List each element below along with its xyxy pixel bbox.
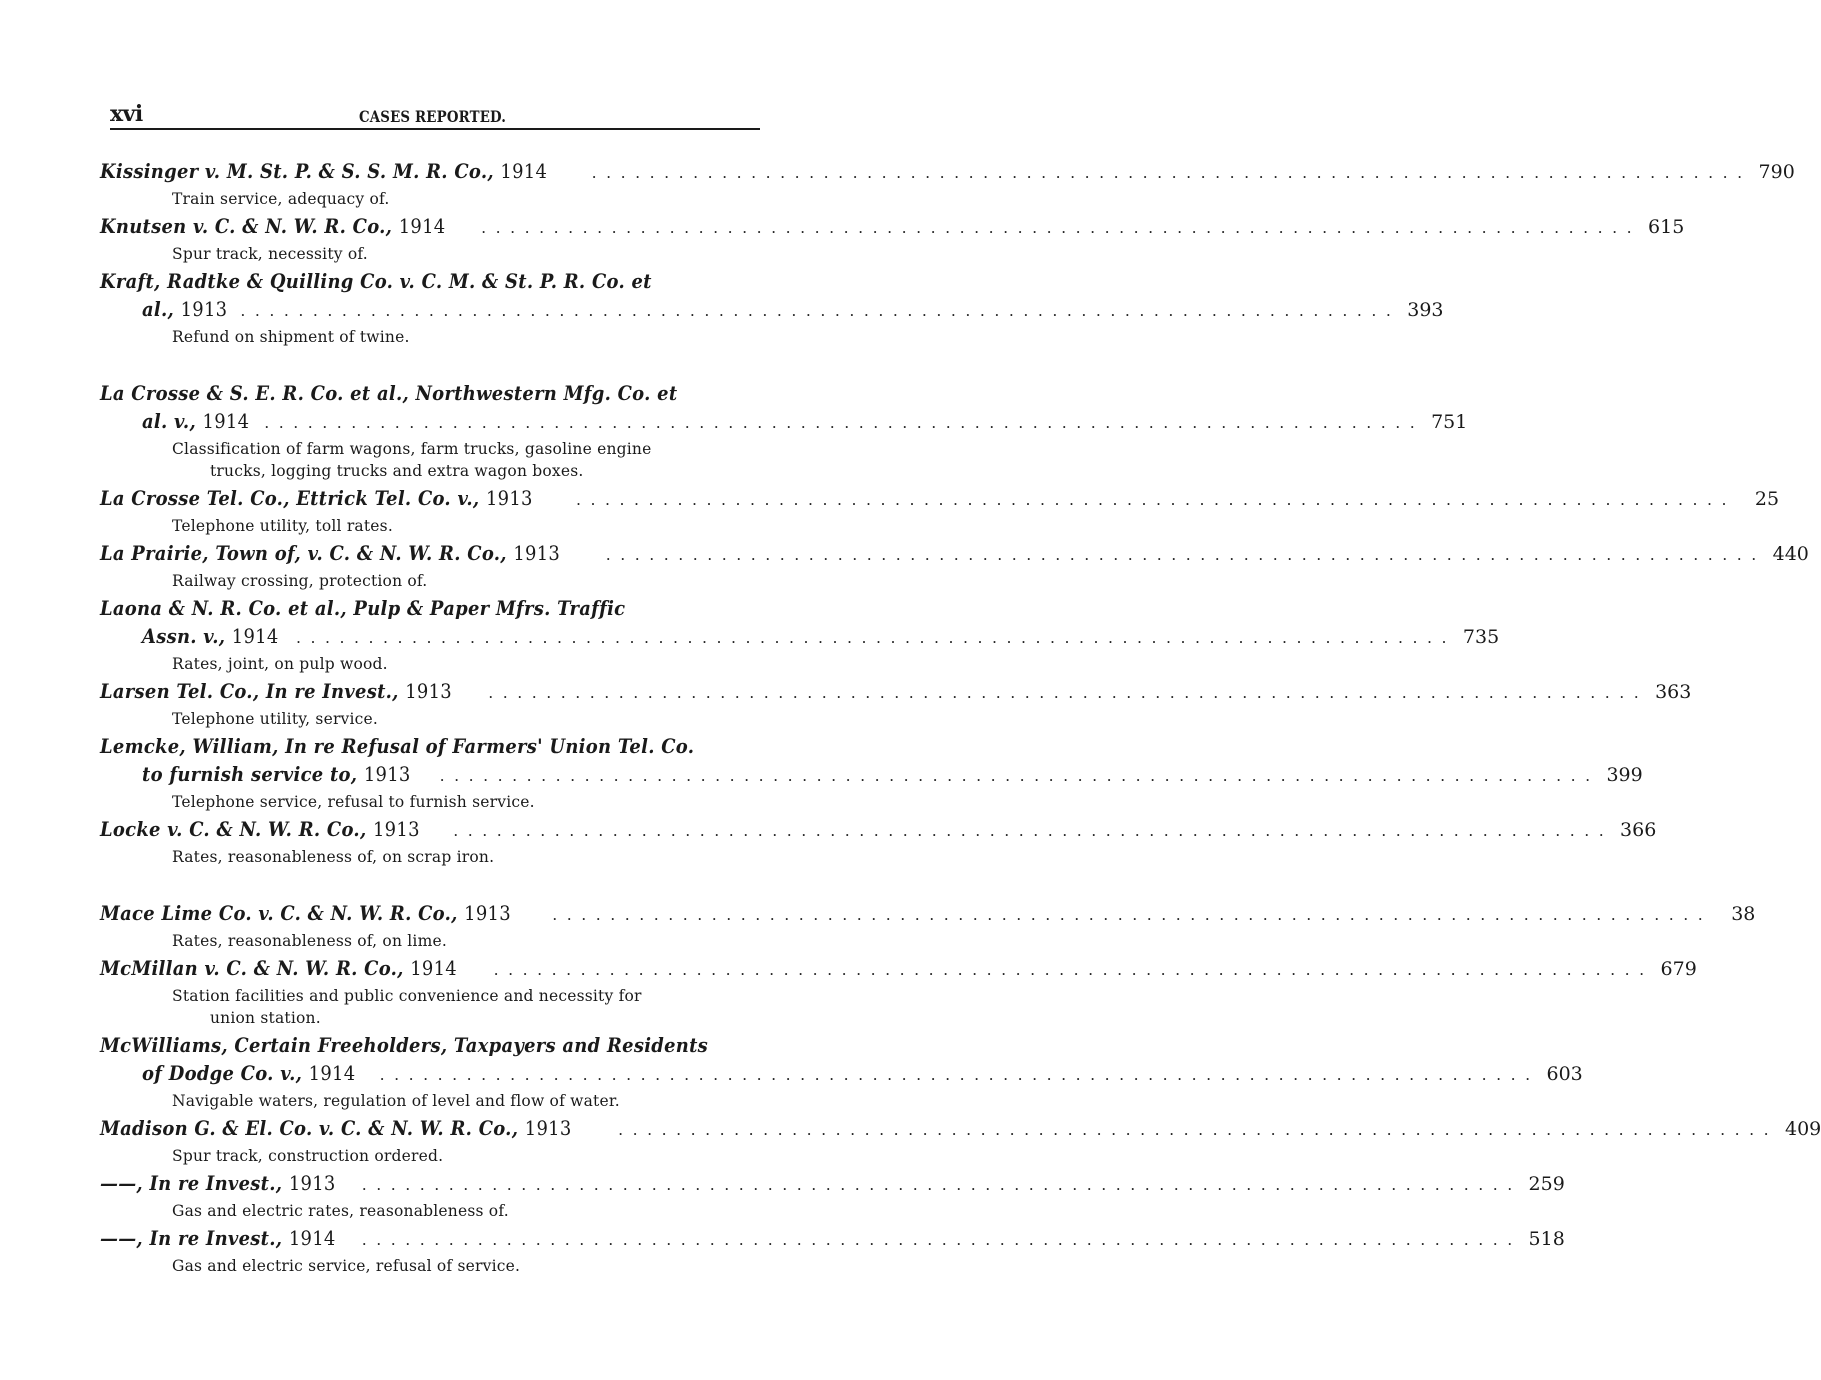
case-name: Knutsen v. C. & N. W. R. Co.,: [100, 215, 393, 238]
page-reference: 409: [1785, 1118, 1821, 1140]
case-entry: [100, 680, 1692, 730]
page-reference: 363: [1655, 681, 1692, 703]
case-leader-line: [100, 680, 1692, 708]
page-reference: 393: [1407, 299, 1444, 321]
case-title: [100, 902, 511, 925]
case-entry: [100, 215, 1685, 265]
case-index-list: [100, 160, 1821, 1282]
case-description: Telephone service, refusal to furnish service.: [172, 793, 535, 811]
page-reference: 679: [1660, 958, 1697, 980]
page-reference: 790: [1758, 161, 1795, 183]
case-description-continued: union station.: [210, 1009, 321, 1027]
dot-leader: . . . . . . . . . . . . . . . . . . . . . . . . . . . . . . . . . . . . . . . . . . . . . . . . . . . . . . . . . . . . . . . . . . . . . . . . . . . . . . . .: [606, 545, 1759, 564]
case-entry: [100, 542, 1809, 592]
running-head: CASES REPORTED.: [359, 107, 507, 126]
case-leader-line: [100, 1117, 1821, 1145]
case-entry: [100, 1227, 1565, 1277]
case-year: 1913: [464, 902, 511, 925]
page-reference: 25: [1754, 488, 1780, 510]
case-description: Rates, reasonableness of, on scrap iron.: [172, 848, 495, 866]
case-entry: [100, 1117, 1821, 1167]
dot-leader: . . . . . . . . . . . . . . . . . . . . . . . . . . . . . . . . . . . . . . . . . . . . . . . . . . . . . . . . . . . . . . . . . . . . . . . . . . . . . . . .: [488, 683, 1642, 702]
case-year: 1913: [405, 680, 452, 703]
case-title-first-line: Laona & N. R. Co. et al., Pulp & Paper Mfrs. Traffic: [100, 597, 626, 620]
case-year: 1914: [500, 160, 548, 183]
case-name: Locke v. C. & N. W. R. Co.,: [100, 818, 367, 841]
dot-leader: . . . . . . . . . . . . . . . . . . . . . . . . . . . . . . . . . . . . . . . . . . . . . . . . . . . . . . . . . . . . . . . . . . . . . . . . . . . . . . . .: [453, 821, 1607, 840]
case-name: Assn. v.,: [142, 625, 226, 648]
page-reference: 38: [1731, 903, 1756, 925]
case-title-line: [100, 382, 765, 410]
dot-leader: . . . . . . . . . . . . . . . . . . . . . . . . . . . . . . . . . . . . . . . . . . . . . . . . . . . . . . . . . . . . . . . . . . . . . . . . . . . . . . . .: [494, 960, 1647, 979]
page-reference: 735: [1462, 626, 1500, 648]
dot-leader: . . . . . . . . . . . . . . . . . . . . . . . . . . . . . . . . . . . . . . . . . . . . . . . . . . . . . . . . . . . . . . . . . . . . . . . . . . . . . . . .: [618, 1120, 1772, 1139]
dot-leader: . . . . . . . . . . . . . . . . . . . . . . . . . . . . . . . . . . . . . . . . . . . . . . . . . . . . . . . . . . . . . . . . . . . . . . . . . . . . . . . .: [362, 1175, 1515, 1194]
dot-leader: . . . . . . . . . . . . . . . . . . . . . . . . . . . . . . . . . . . . . . . . . . . . . . . . . . . . . . . . . . . . . . . . . . . . . . . . . . . . . . . .: [481, 218, 1635, 237]
case-year: 1914: [231, 625, 279, 648]
case-title: [142, 410, 249, 433]
case-description: Telephone utility, toll rates.: [172, 517, 393, 535]
case-leader-line: [100, 818, 1657, 846]
case-title-line: [100, 597, 765, 625]
header-rule: [110, 128, 760, 130]
case-title: [100, 1117, 572, 1140]
case-title: [142, 763, 411, 786]
case-title-line: [100, 270, 765, 298]
case-title: [142, 298, 227, 321]
case-leader-line: [100, 625, 1500, 653]
case-year: 1914: [288, 1227, 336, 1250]
case-leader-line: [100, 1227, 1565, 1255]
case-name: ——, In re Invest.,: [100, 1227, 283, 1250]
case-title: [100, 1172, 336, 1195]
case-entry: [100, 1034, 1583, 1112]
case-title-line: [100, 1034, 765, 1062]
case-name: Larsen Tel. Co., In re Invest.,: [100, 680, 399, 703]
case-year: 1913: [363, 763, 411, 786]
case-entry: [100, 1172, 1565, 1222]
dot-leader: . . . . . . . . . . . . . . . . . . . . . . . . . . . . . . . . . . . . . . . . . . . . . . . . . . . . . . . . . . . . . . . . . . . . . . . . . . . . . . . .: [592, 163, 1745, 182]
case-description: Gas and electric service, refusal of service.: [172, 1257, 521, 1275]
case-year: 1913: [372, 818, 420, 841]
case-description: Refund on shipment of twine.: [172, 328, 410, 346]
case-year: 1913: [524, 1117, 572, 1140]
case-leader-line: [100, 542, 1809, 570]
case-description: Gas and electric rates, reasonableness of.: [172, 1202, 509, 1220]
case-year: 1914: [308, 1062, 356, 1085]
case-title-first-line: Lemcke, William, In re Refusal of Farmers' Union Tel. Co.: [100, 735, 695, 758]
case-leader-line: [100, 410, 1468, 438]
case-title: [100, 680, 452, 703]
case-entry: [100, 160, 1795, 210]
case-year: 1914: [410, 957, 457, 980]
page-number: xvi: [110, 101, 143, 127]
page-header: [110, 101, 760, 131]
case-name: al. v.,: [142, 410, 196, 433]
case-description: Navigable waters, regulation of level and flow of water.: [172, 1092, 620, 1110]
case-name: La Crosse Tel. Co., Ettrick Tel. Co. v.,: [100, 487, 480, 510]
page-reference: 518: [1528, 1228, 1565, 1250]
page-reference: 366: [1620, 819, 1657, 841]
page-reference: 399: [1606, 764, 1643, 786]
case-description: Spur track, construction ordered.: [172, 1147, 444, 1165]
case-name: of Dodge Co. v.,: [142, 1062, 303, 1085]
case-title: [100, 215, 445, 238]
case-year: 1913: [288, 1172, 336, 1195]
dot-leader: . . . . . . . . . . . . . . . . . . . . . . . . . . . . . . . . . . . . . . . . . . . . . . . . . . . . . . . . . . . . . . . . . . . . . . . . . . . . . . . .: [264, 413, 1418, 432]
case-entry: [100, 597, 1500, 675]
case-leader-line: [100, 487, 1780, 515]
page-reference: 615: [1648, 216, 1685, 238]
case-title: [100, 542, 560, 565]
dot-leader: . . . . . . . . . . . . . . . . . . . . . . . . . . . . . . . . . . . . . . . . . . . . . . . . . . . . . . . . . . . . . . . . . . . . . . . . . . . . . . . .: [576, 490, 1730, 509]
case-entry: [100, 818, 1657, 868]
case-name: Madison G. & El. Co. v. C. & N. W. R. Co.,: [100, 1117, 519, 1140]
case-leader-line: [100, 763, 1643, 791]
case-leader-line: [100, 160, 1795, 188]
case-title: [100, 818, 420, 841]
page-reference: 440: [1772, 543, 1809, 565]
case-name: Mace Lime Co. v. C. & N. W. R. Co.,: [100, 902, 458, 925]
page-reference: 603: [1546, 1063, 1583, 1085]
case-entry: [100, 902, 1756, 952]
case-name: McMillan v. C. & N. W. R. Co.,: [100, 957, 404, 980]
case-name: to furnish service to,: [142, 763, 358, 786]
dot-leader: . . . . . . . . . . . . . . . . . . . . . . . . . . . . . . . . . . . . . . . . . . . . . . . . . . . . . . . . . . . . . . . . . . . . . . . . . . . . . . . .: [296, 628, 1450, 647]
case-year: 1913: [485, 487, 533, 510]
case-title: [100, 160, 547, 183]
case-description: Rates, reasonableness of, on lime.: [172, 932, 447, 950]
case-name: Kissinger v. M. St. P. & S. S. M. R. Co.,: [100, 160, 494, 183]
case-title: [142, 1062, 355, 1085]
case-leader-line: [100, 298, 1444, 326]
case-entry: [100, 957, 1697, 1029]
case-name: La Prairie, Town of, v. C. & N. W. R. Co.,: [100, 542, 507, 565]
case-description: Train service, adequacy of.: [172, 190, 390, 208]
case-leader-line: [100, 1172, 1565, 1200]
case-entry: [100, 735, 1643, 813]
case-name: al.,: [142, 298, 175, 321]
case-description-continued: trucks, logging trucks and extra wagon boxes.: [210, 462, 584, 480]
case-entry: [100, 487, 1780, 537]
case-description: Telephone utility, service.: [172, 710, 379, 728]
case-year: 1913: [180, 298, 228, 321]
page-reference: 259: [1528, 1173, 1565, 1195]
case-title: [100, 957, 457, 980]
case-title: [142, 625, 279, 648]
case-entry: [100, 270, 1444, 348]
case-title-first-line: Kraft, Radtke & Quilling Co. v. C. M. & St. P. R. Co. et: [100, 270, 652, 293]
page-reference: 751: [1431, 411, 1468, 433]
case-description: Railway crossing, protection of.: [172, 572, 428, 590]
case-title-first-line: La Crosse & S. E. R. Co. et al., Northwestern Mfg. Co. et: [100, 382, 678, 405]
case-leader-line: [100, 957, 1697, 985]
case-description: Spur track, necessity of.: [172, 245, 368, 263]
dot-leader: . . . . . . . . . . . . . . . . . . . . . . . . . . . . . . . . . . . . . . . . . . . . . . . . . . . . . . . . . . . . . . . . . . . . . . . . . . . . . . . .: [362, 1230, 1515, 1249]
case-title-first-line: McWilliams, Certain Freeholders, Taxpayers and Residents: [100, 1034, 709, 1057]
case-year: 1913: [513, 542, 561, 565]
dot-leader: . . . . . . . . . . . . . . . . . . . . . . . . . . . . . . . . . . . . . . . . . . . . . . . . . . . . . . . . . . . . . . . . . . . . . . . . . . . . . . . .: [439, 766, 1593, 785]
case-year: 1914: [398, 215, 446, 238]
case-description: Rates, joint, on pulp wood.: [172, 655, 388, 673]
case-year: 1914: [202, 410, 250, 433]
case-description: Station facilities and public convenience and necessity for: [172, 987, 642, 1005]
dot-leader: . . . . . . . . . . . . . . . . . . . . . . . . . . . . . . . . . . . . . . . . . . . . . . . . . . . . . . . . . . . . . . . . . . . . . . . . . . . . . . . .: [240, 301, 1394, 320]
case-entry: [100, 382, 1468, 482]
case-title: [100, 1227, 336, 1250]
case-title-line: [100, 735, 765, 763]
case-name: ——, In re Invest.,: [100, 1172, 283, 1195]
dot-leader: . . . . . . . . . . . . . . . . . . . . . . . . . . . . . . . . . . . . . . . . . . . . . . . . . . . . . . . . . . . . . . . . . . . . . . . . . . . . . . . .: [380, 1065, 1533, 1084]
dot-leader: . . . . . . . . . . . . . . . . . . . . . . . . . . . . . . . . . . . . . . . . . . . . . . . . . . . . . . . . . . . . . . . . . . . . . . . . . . . . . . . .: [552, 905, 1706, 924]
case-leader-line: [100, 902, 1756, 930]
case-description: Classification of farm wagons, farm trucks, gasoline engine: [172, 440, 652, 458]
case-leader-line: [100, 215, 1685, 243]
case-leader-line: [100, 1062, 1583, 1090]
case-title: [100, 487, 533, 510]
